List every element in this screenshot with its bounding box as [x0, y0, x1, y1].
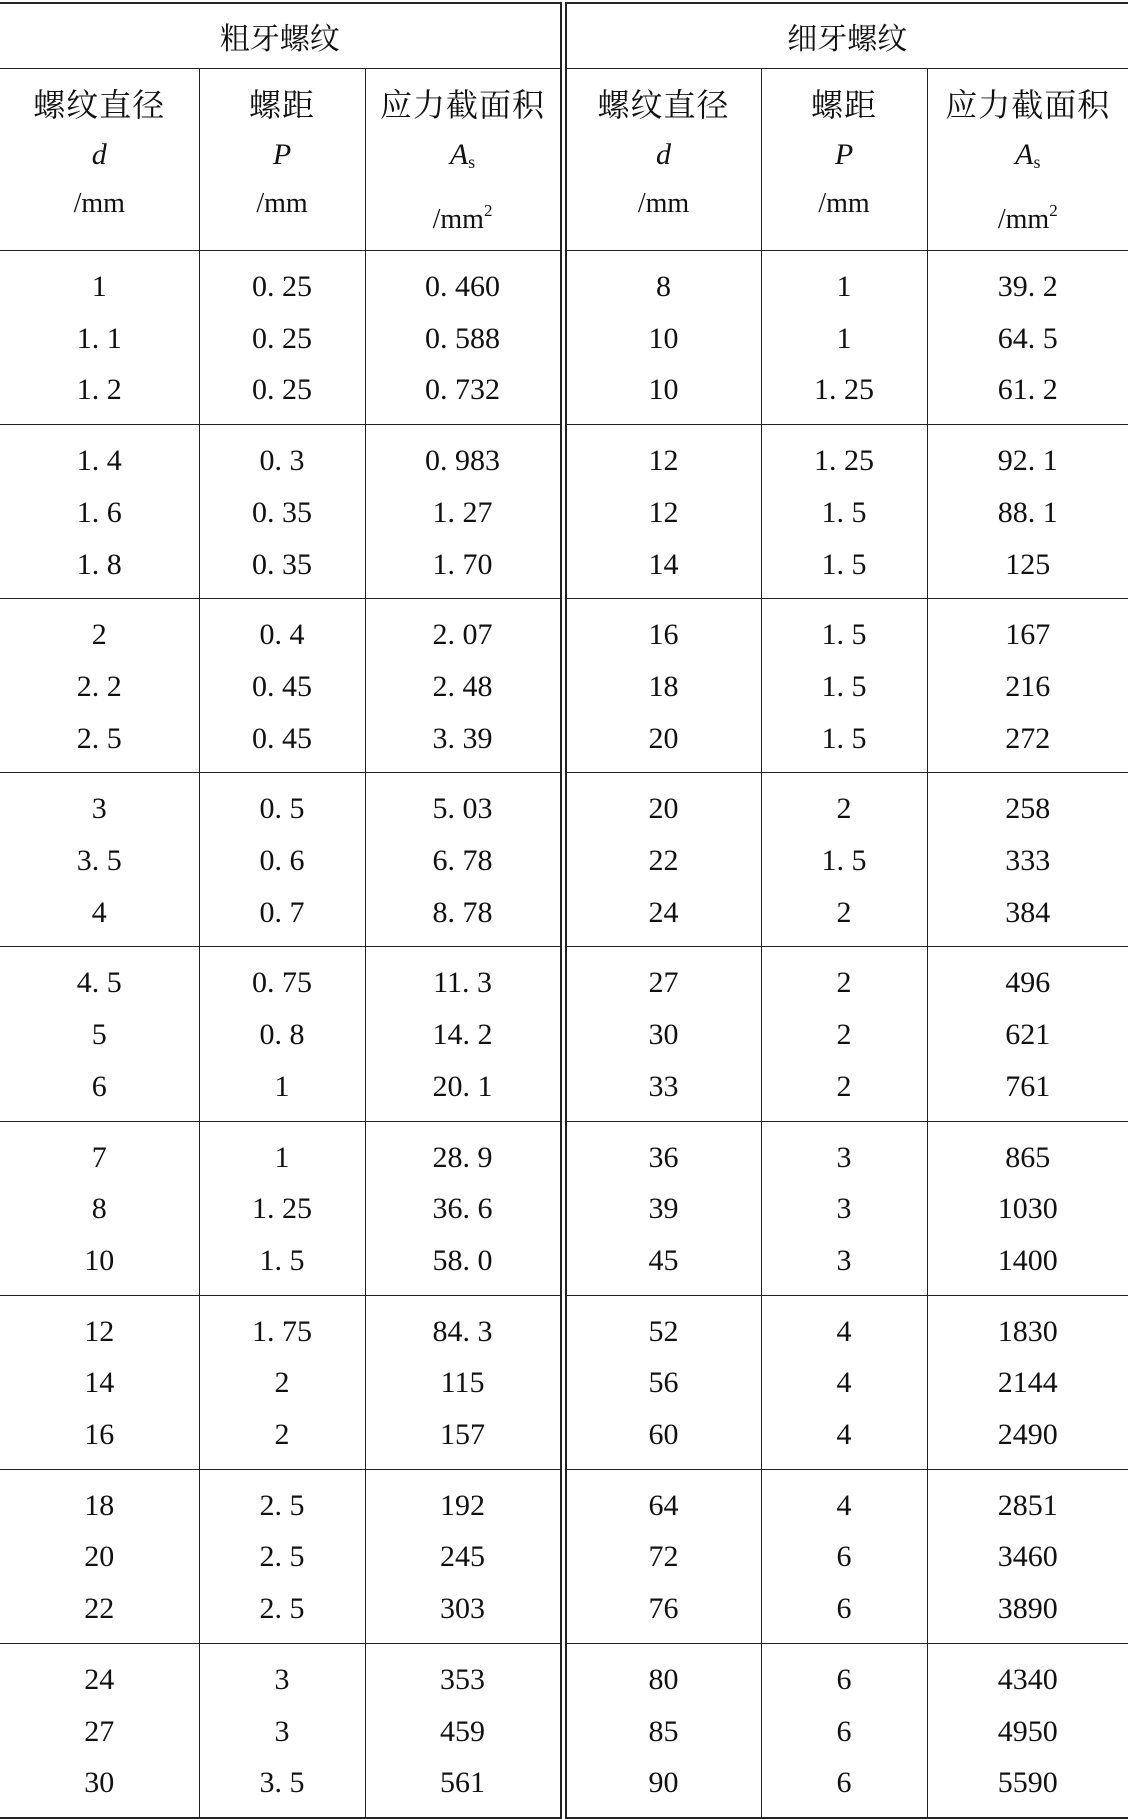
fine-diameter-cell: 36 — [563, 1121, 761, 1183]
coarse-area-cell: 6. 78 — [365, 835, 563, 887]
fine-diameter-cell: 27 — [563, 947, 761, 1009]
fine-area-cell: 1400 — [927, 1235, 1128, 1295]
fine-area-cell: 61. 2 — [927, 364, 1128, 424]
coarse-diameter-cell: 4 — [0, 887, 199, 947]
coarse-area-cell: 115 — [365, 1357, 563, 1409]
fine-diameter-cell: 20 — [563, 773, 761, 835]
coarse-diameter-cell: 22 — [0, 1583, 199, 1643]
unit-superscript: 2 — [483, 201, 493, 220]
fine-diameter-header — [563, 69, 761, 251]
fine-diameter-cell: 85 — [563, 1706, 761, 1758]
coarse-area-cell: 1. 70 — [365, 539, 563, 599]
table-row — [0, 425, 1128, 487]
coarse-pitch-cell: 1. 5 — [199, 1235, 365, 1295]
fine-area-cell: 621 — [1005, 1018, 1051, 1052]
table-header — [0, 3, 1128, 251]
coarse-diameter-cell: 2. 2 — [0, 661, 199, 713]
fine-area-cell: 1030 — [997, 1192, 1058, 1226]
table-row — [0, 313, 1128, 365]
column-symbol: P — [272, 138, 292, 171]
coarse-pitch-cell: 0. 3 — [199, 425, 365, 487]
table-row — [0, 713, 1128, 773]
coarse-area-cell: 28. 9 — [365, 1121, 563, 1183]
fine-diameter-cell: 80 — [563, 1643, 761, 1705]
unit-base: /mm — [432, 204, 484, 235]
fine-area-cell: 865 — [1005, 1140, 1051, 1174]
fine-pitch-header — [761, 69, 927, 251]
fine-diameter-cell: 14 — [563, 539, 761, 599]
coarse-area-cell: 245 — [365, 1531, 563, 1583]
table-row — [0, 1531, 1128, 1583]
coarse-diameter-cell: 2. 5 — [0, 713, 199, 773]
coarse-pitch-cell: 0. 25 — [199, 251, 365, 313]
column-name: 应力截面积 — [945, 87, 1111, 123]
symbol-base: A — [449, 138, 469, 171]
coarse-diameter-cell: 30 — [0, 1757, 199, 1818]
coarse-area-cell: 1. 27 — [365, 487, 563, 539]
table-row — [0, 773, 1128, 835]
fine-diameter-cell: 20 — [563, 713, 761, 773]
coarse-diameter-cell: 27 — [0, 1706, 199, 1758]
fine-diameter-cell: 12 — [563, 425, 761, 487]
fine-area-cell: 92. 1 — [997, 444, 1058, 478]
column-symbol: P — [834, 138, 854, 171]
fine-pitch-cell: 1. 25 — [761, 425, 927, 487]
column-name: 螺纹直径 — [33, 87, 166, 123]
coarse-pitch-cell: 3. 5 — [199, 1757, 365, 1818]
coarse-pitch-cell: 3 — [199, 1706, 365, 1758]
fine-diameter-cell: 22 — [563, 835, 761, 887]
fine-diameter-cell: 18 — [563, 661, 761, 713]
table-row — [0, 1235, 1128, 1295]
coarse-area-cell: 303 — [365, 1583, 563, 1643]
coarse-diameter-cell: 18 — [0, 1469, 199, 1531]
column-name: 螺距 — [248, 87, 315, 123]
coarse-diameter-cell: 1. 2 — [0, 364, 199, 424]
coarse-pitch-header — [199, 69, 365, 251]
fine-pitch-cell: 1. 5 — [761, 599, 927, 661]
table-body — [0, 251, 1128, 1818]
column-unit: /mm — [256, 188, 308, 219]
coarse-diameter-cell: 5 — [0, 1009, 199, 1061]
table-row — [0, 1009, 1128, 1061]
coarse-area-cell: 8. 78 — [365, 887, 563, 947]
column-unit — [433, 194, 493, 237]
fine-area-cell: 258 — [1005, 792, 1051, 826]
coarse-pitch-cell: 0. 45 — [199, 713, 365, 773]
coarse-area-cell: 36. 6 — [365, 1183, 563, 1235]
coarse-area-cell: 353 — [365, 1643, 563, 1705]
fine-pitch-cell: 4 — [761, 1295, 927, 1357]
fine-area-cell: 3890 — [927, 1583, 1128, 1643]
coarse-pitch-cell: 0. 6 — [199, 835, 365, 887]
column-symbol: d — [91, 138, 107, 171]
fine-area-cell: 5590 — [927, 1757, 1128, 1818]
column-name: 应力截面积 — [380, 87, 546, 123]
coarse-diameter-cell: 2 — [0, 599, 199, 661]
coarse-pitch-cell: 2. 5 — [199, 1583, 365, 1643]
coarse-pitch-cell: 0. 45 — [199, 661, 365, 713]
fine-area-cell: 125 — [927, 539, 1128, 599]
fine-area-cell: 88. 1 — [997, 495, 1058, 529]
fine-pitch-cell: 6 — [761, 1531, 927, 1583]
coarse-diameter-header — [0, 69, 199, 251]
coarse-area-cell: 3. 39 — [365, 713, 563, 773]
coarse-area-cell: 11. 3 — [365, 947, 563, 1009]
fine-pitch-cell: 6 — [761, 1643, 927, 1705]
table-row — [0, 599, 1128, 661]
coarse-pitch-cell: 0. 35 — [199, 487, 365, 539]
table-row — [0, 1295, 1128, 1357]
fine-area-cell: 384 — [927, 887, 1128, 947]
fine-pitch-cell: 3 — [761, 1183, 927, 1235]
coarse-area-cell: 2. 48 — [365, 661, 563, 713]
coarse-area-header — [365, 69, 563, 251]
symbol-subscript: s — [1033, 152, 1041, 172]
coarse-diameter-cell: 4. 5 — [0, 947, 199, 1009]
coarse-diameter-cell: 6 — [0, 1061, 199, 1121]
table-row — [0, 661, 1128, 713]
fine-diameter-cell: 10 — [563, 313, 761, 365]
fine-area-cell: 333 — [1005, 844, 1051, 878]
table-row — [0, 1583, 1128, 1643]
coarse-area-cell: 2. 07 — [365, 599, 563, 661]
coarse-diameter-cell: 3. 5 — [0, 835, 199, 887]
fine-diameter-cell: 90 — [563, 1757, 761, 1818]
coarse-pitch-cell: 2. 5 — [199, 1469, 365, 1531]
column-symbol — [450, 137, 475, 180]
fine-area-cell: 3460 — [997, 1540, 1058, 1574]
fine-diameter-cell: 60 — [563, 1409, 761, 1469]
fine-pitch-cell: 1. 5 — [761, 661, 927, 713]
fine-pitch-cell: 6 — [761, 1706, 927, 1758]
coarse-area-cell: 58. 0 — [365, 1235, 563, 1295]
table-row — [0, 487, 1128, 539]
fine-diameter-cell: 16 — [563, 599, 761, 661]
column-unit — [998, 194, 1058, 237]
fine-pitch-cell: 4 — [761, 1409, 927, 1469]
fine-thread-heading: 细牙螺纹 — [563, 3, 1128, 69]
column-name: 螺纹直径 — [597, 87, 730, 123]
fine-area-header — [927, 69, 1128, 251]
fine-pitch-cell: 2 — [761, 773, 927, 835]
table-row — [0, 1469, 1128, 1531]
coarse-pitch-cell: 0. 35 — [199, 539, 365, 599]
fine-pitch-cell: 1. 5 — [761, 713, 927, 773]
coarse-pitch-cell: 2. 5 — [199, 1531, 365, 1583]
coarse-diameter-cell: 1. 6 — [0, 487, 199, 539]
fine-area-cell: 4340 — [997, 1662, 1058, 1696]
symbol-subscript: s — [468, 152, 476, 172]
coarse-pitch-cell: 0. 25 — [199, 364, 365, 424]
fine-pitch-cell: 3 — [761, 1121, 927, 1183]
fine-pitch-cell: 1 — [761, 313, 927, 365]
fine-diameter-cell: 33 — [563, 1061, 761, 1121]
table-row — [0, 887, 1128, 947]
fine-area-cell: 2851 — [997, 1488, 1058, 1522]
coarse-pitch-cell: 1 — [199, 1061, 365, 1121]
unit-base: /mm — [997, 204, 1050, 235]
fine-diameter-cell: 72 — [563, 1531, 761, 1583]
fine-pitch-cell: 1. 5 — [761, 835, 927, 887]
coarse-diameter-cell: 10 — [0, 1235, 199, 1295]
fine-pitch-cell: 2 — [761, 1009, 927, 1061]
coarse-diameter-cell: 16 — [0, 1409, 199, 1469]
coarse-pitch-cell: 0. 8 — [199, 1009, 365, 1061]
fine-pitch-cell: 2 — [761, 887, 927, 947]
table-row — [0, 1061, 1128, 1121]
table-row — [0, 1706, 1128, 1758]
fine-diameter-cell: 45 — [563, 1235, 761, 1295]
coarse-area-cell: 14. 2 — [365, 1009, 563, 1061]
coarse-area-cell: 0. 588 — [365, 313, 563, 365]
fine-pitch-cell: 1. 5 — [761, 539, 927, 599]
coarse-diameter-cell: 8 — [0, 1183, 199, 1235]
fine-area-cell: 272 — [927, 713, 1128, 773]
coarse-area-cell: 157 — [365, 1409, 563, 1469]
fine-diameter-cell: 64 — [563, 1469, 761, 1531]
fine-area-cell: 4950 — [997, 1714, 1058, 1748]
thread-table — [0, 2, 1128, 1819]
fine-area-cell: 496 — [1005, 966, 1051, 1000]
fine-area-cell: 216 — [1005, 669, 1051, 703]
coarse-pitch-cell: 0. 7 — [199, 887, 365, 947]
fine-diameter-cell: 30 — [563, 1009, 761, 1061]
column-symbol — [1015, 137, 1040, 180]
coarse-diameter-cell: 3 — [0, 773, 199, 835]
coarse-area-cell: 0. 983 — [365, 425, 563, 487]
fine-area-cell: 167 — [1005, 618, 1051, 652]
coarse-pitch-cell: 0. 5 — [199, 773, 365, 835]
coarse-thread-heading: 粗牙螺纹 — [0, 3, 563, 69]
fine-diameter-cell: 24 — [563, 887, 761, 947]
fine-diameter-cell: 39 — [563, 1183, 761, 1235]
fine-area-cell: 64. 5 — [997, 321, 1058, 355]
coarse-area-cell: 192 — [365, 1469, 563, 1531]
coarse-diameter-cell: 1. 1 — [0, 313, 199, 365]
fine-pitch-cell: 4 — [761, 1357, 927, 1409]
fine-diameter-cell: 10 — [563, 364, 761, 424]
coarse-diameter-cell: 12 — [0, 1295, 199, 1357]
fine-pitch-cell: 1. 5 — [761, 487, 927, 539]
coarse-area-cell: 459 — [365, 1706, 563, 1758]
coarse-area-cell: 5. 03 — [365, 773, 563, 835]
coarse-pitch-cell: 0. 25 — [199, 313, 365, 365]
table-row — [0, 1121, 1128, 1183]
column-symbol: d — [656, 138, 672, 171]
coarse-area-cell: 0. 460 — [365, 251, 563, 313]
coarse-pitch-cell: 2 — [199, 1409, 365, 1469]
column-unit: /mm — [637, 188, 690, 219]
coarse-area-cell: 561 — [365, 1757, 563, 1818]
table-row — [0, 1409, 1128, 1469]
fine-pitch-cell: 6 — [761, 1757, 927, 1818]
fine-pitch-cell: 1 — [761, 251, 927, 313]
fine-pitch-cell: 2 — [761, 947, 927, 1009]
fine-pitch-cell: 6 — [761, 1583, 927, 1643]
fine-area-cell: 2490 — [927, 1409, 1128, 1469]
column-unit: /mm — [818, 188, 870, 219]
table-row — [0, 1183, 1128, 1235]
fine-diameter-cell: 76 — [563, 1583, 761, 1643]
coarse-pitch-cell: 1 — [199, 1121, 365, 1183]
coarse-pitch-cell: 2 — [199, 1357, 365, 1409]
symbol-base: A — [1015, 138, 1034, 171]
unit-superscript: 2 — [1049, 201, 1058, 220]
table-row — [0, 364, 1128, 424]
fine-diameter-cell: 56 — [563, 1357, 761, 1409]
coarse-pitch-cell: 1. 25 — [199, 1183, 365, 1235]
fine-area-cell: 2144 — [997, 1366, 1058, 1400]
fine-pitch-cell: 2 — [761, 1061, 927, 1121]
table-row — [0, 1643, 1128, 1705]
fine-diameter-cell: 8 — [563, 251, 761, 313]
coarse-diameter-cell: 1. 4 — [0, 425, 199, 487]
coarse-diameter-cell: 1 — [0, 251, 199, 313]
fine-pitch-cell: 1. 25 — [761, 364, 927, 424]
fine-area-cell: 1830 — [997, 1314, 1058, 1348]
coarse-pitch-cell: 1. 75 — [199, 1295, 365, 1357]
coarse-diameter-cell: 7 — [0, 1121, 199, 1183]
table-row — [0, 947, 1128, 1009]
coarse-diameter-cell: 1. 8 — [0, 539, 199, 599]
coarse-pitch-cell: 3 — [199, 1643, 365, 1705]
coarse-pitch-cell: 0. 75 — [199, 947, 365, 1009]
coarse-area-cell: 20. 1 — [365, 1061, 563, 1121]
fine-area-cell: 761 — [927, 1061, 1128, 1121]
fine-area-cell: 39. 2 — [997, 270, 1058, 303]
coarse-area-cell: 84. 3 — [365, 1295, 563, 1357]
column-unit: /mm — [73, 188, 125, 219]
coarse-area-cell: 0. 732 — [365, 364, 563, 424]
fine-diameter-cell: 12 — [563, 487, 761, 539]
coarse-diameter-cell: 20 — [0, 1531, 199, 1583]
fine-pitch-cell: 4 — [761, 1469, 927, 1531]
table-row — [0, 251, 1128, 313]
coarse-pitch-cell: 0. 4 — [199, 599, 365, 661]
column-name: 螺距 — [811, 87, 878, 123]
table-row — [0, 539, 1128, 599]
coarse-diameter-cell: 14 — [0, 1357, 199, 1409]
table-row — [0, 1357, 1128, 1409]
fine-pitch-cell: 3 — [761, 1235, 927, 1295]
fine-diameter-cell: 52 — [563, 1295, 761, 1357]
coarse-diameter-cell: 24 — [0, 1643, 199, 1705]
table-row — [0, 1757, 1128, 1818]
table-row — [0, 835, 1128, 887]
